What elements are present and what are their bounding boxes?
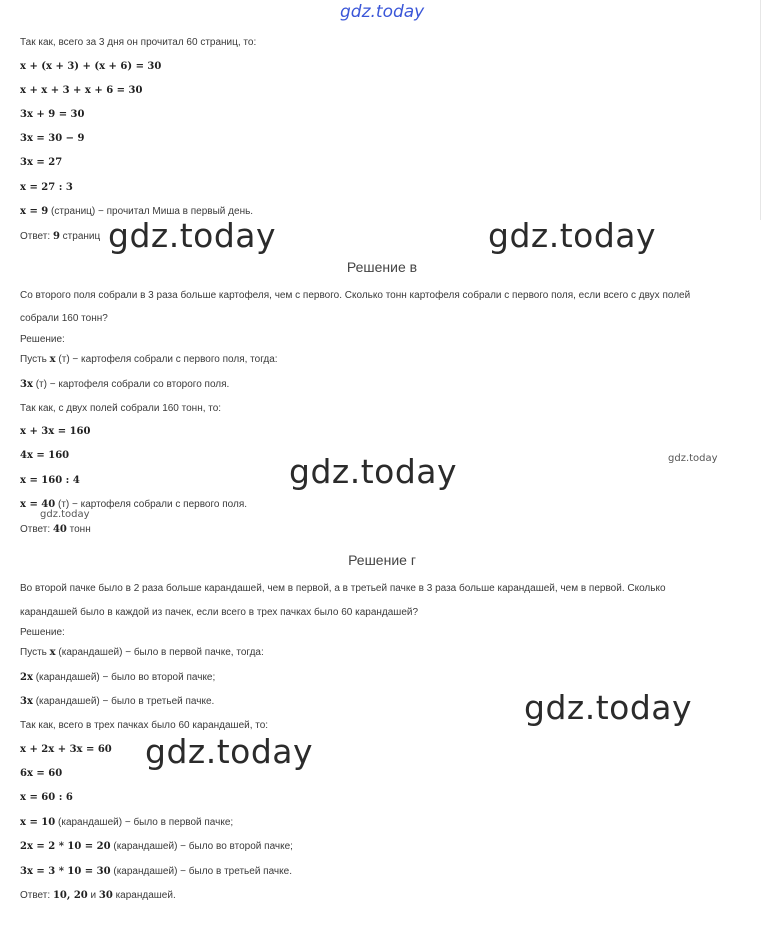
let-text: (карандашей) − было в первой пачке, тогда:: [55, 647, 264, 658]
section-title: Решение в: [346, 259, 418, 275]
variable: 2x: [20, 672, 33, 683]
answer-line: [20, 523, 91, 537]
equation: x + 3x = 160: [20, 426, 91, 437]
answer-unit: карандашей.: [112, 890, 176, 901]
intro-text: Так как, с двух полей собрали 160 тонн, то:: [20, 403, 222, 414]
equation: x + 2x + 3x = 60: [20, 744, 112, 755]
equation: x = 9: [20, 206, 49, 217]
answer-text: и: [87, 890, 99, 901]
answer-line: [20, 889, 176, 903]
page-edge: [760, 0, 761, 220]
variable: 3x: [20, 696, 33, 707]
let-text: Пусть: [20, 354, 50, 365]
expression-line: [20, 671, 215, 685]
answer-label: Ответ:: [20, 890, 53, 901]
watermark: gdz.today: [289, 452, 458, 491]
equation: x = 27 : 3: [20, 182, 73, 193]
expression-text: (карандашей) − было во второй пачке;: [32, 672, 216, 683]
problem-text: собрали 160 тонн?: [20, 313, 108, 324]
variable: x: [49, 354, 56, 365]
answer-value: 40: [52, 524, 67, 535]
result-text: (карандашей) − было в третьей пачке.: [110, 866, 292, 877]
let-text: Пусть: [20, 647, 50, 658]
let-line: [20, 353, 278, 367]
watermark: gdz.today: [668, 453, 718, 464]
equation: 2x = 2 * 10 = 20: [20, 841, 111, 852]
variable: 3x: [20, 379, 33, 390]
result-text: (страниц) − прочитал Миша в первый день.: [48, 206, 254, 217]
equation: x = 10: [20, 817, 56, 828]
watermark: gdz.today: [145, 732, 314, 771]
equation: 3x = 27: [20, 157, 63, 168]
solution-label: Решение:: [20, 627, 65, 638]
answer-unit: тонн: [66, 524, 91, 535]
expression-line: [20, 695, 214, 709]
problem-text: Во второй пачке было в 2 раза больше карандашей, чем в первой, а в третьей пачке в 3 раза больше карандашей, чем в первой. Сколько: [20, 583, 666, 594]
equation: 3x = 3 * 10 = 30: [20, 866, 111, 877]
equation: 6x = 60: [20, 768, 63, 779]
answer-label: Ответ:: [20, 231, 53, 242]
answer-unit: страниц: [59, 231, 101, 242]
equation: x = 160 : 4: [20, 475, 80, 486]
answer-value: 30: [98, 890, 113, 901]
intro-text: Так как, всего в трех пачках было 60 карандашей, то:: [20, 720, 269, 731]
header-watermark: gdz.today: [340, 2, 425, 22]
result-text: (т) − картофеля собрали с первого поля.: [55, 499, 248, 510]
expression-line: [20, 378, 229, 392]
result-line: [20, 865, 292, 879]
equation: 4x = 160: [20, 450, 70, 461]
expression-text: (т) − картофеля собрали со второго поля.: [32, 379, 230, 390]
result-line: [20, 816, 233, 830]
problem-text: Со второго поля собрали в 3 раза больше картофеля, чем с первого. Сколько тонн картофеля собрали с первого поля, если всего с двух полей: [20, 290, 691, 301]
equation: x + (x + 3) + (x + 6) = 30: [20, 61, 162, 72]
watermark: gdz.today: [524, 688, 693, 727]
equation: x = 60 : 6: [20, 792, 73, 803]
intro-text: Так как, всего за 3 дня он прочитал 60 страниц, то:: [20, 37, 257, 48]
watermark: gdz.today: [488, 216, 657, 255]
section-title: Решение г: [348, 552, 416, 568]
let-text: (т) − картофеля собрали с первого поля, тогда:: [55, 354, 278, 365]
result-line: [20, 840, 293, 854]
equation: x + x + 3 + x + 6 = 30: [20, 85, 143, 96]
equation: 3x + 9 = 30: [20, 109, 85, 120]
answer-line: [20, 230, 100, 244]
let-line: [20, 646, 264, 660]
problem-text: карандашей было в каждой из пачек, если всего в трех пачках было 60 карандашей?: [20, 607, 419, 618]
answer-label: Ответ:: [20, 524, 53, 535]
equation: x = 40: [20, 499, 56, 510]
variable: x: [49, 647, 56, 658]
result-text: (карандашей) − было в первой пачке;: [55, 817, 234, 828]
answer-value: 10, 20: [52, 890, 88, 901]
watermark: gdz.today: [108, 216, 277, 255]
result-text: (карандашей) − было во второй пачке;: [110, 841, 293, 852]
answer-value: 9: [52, 231, 60, 242]
watermark: gdz.today: [40, 509, 90, 520]
solution-label: Решение:: [20, 334, 65, 345]
expression-text: (карандашей) − было в третьей пачке.: [32, 696, 215, 707]
equation: 3x = 30 − 9: [20, 133, 85, 144]
